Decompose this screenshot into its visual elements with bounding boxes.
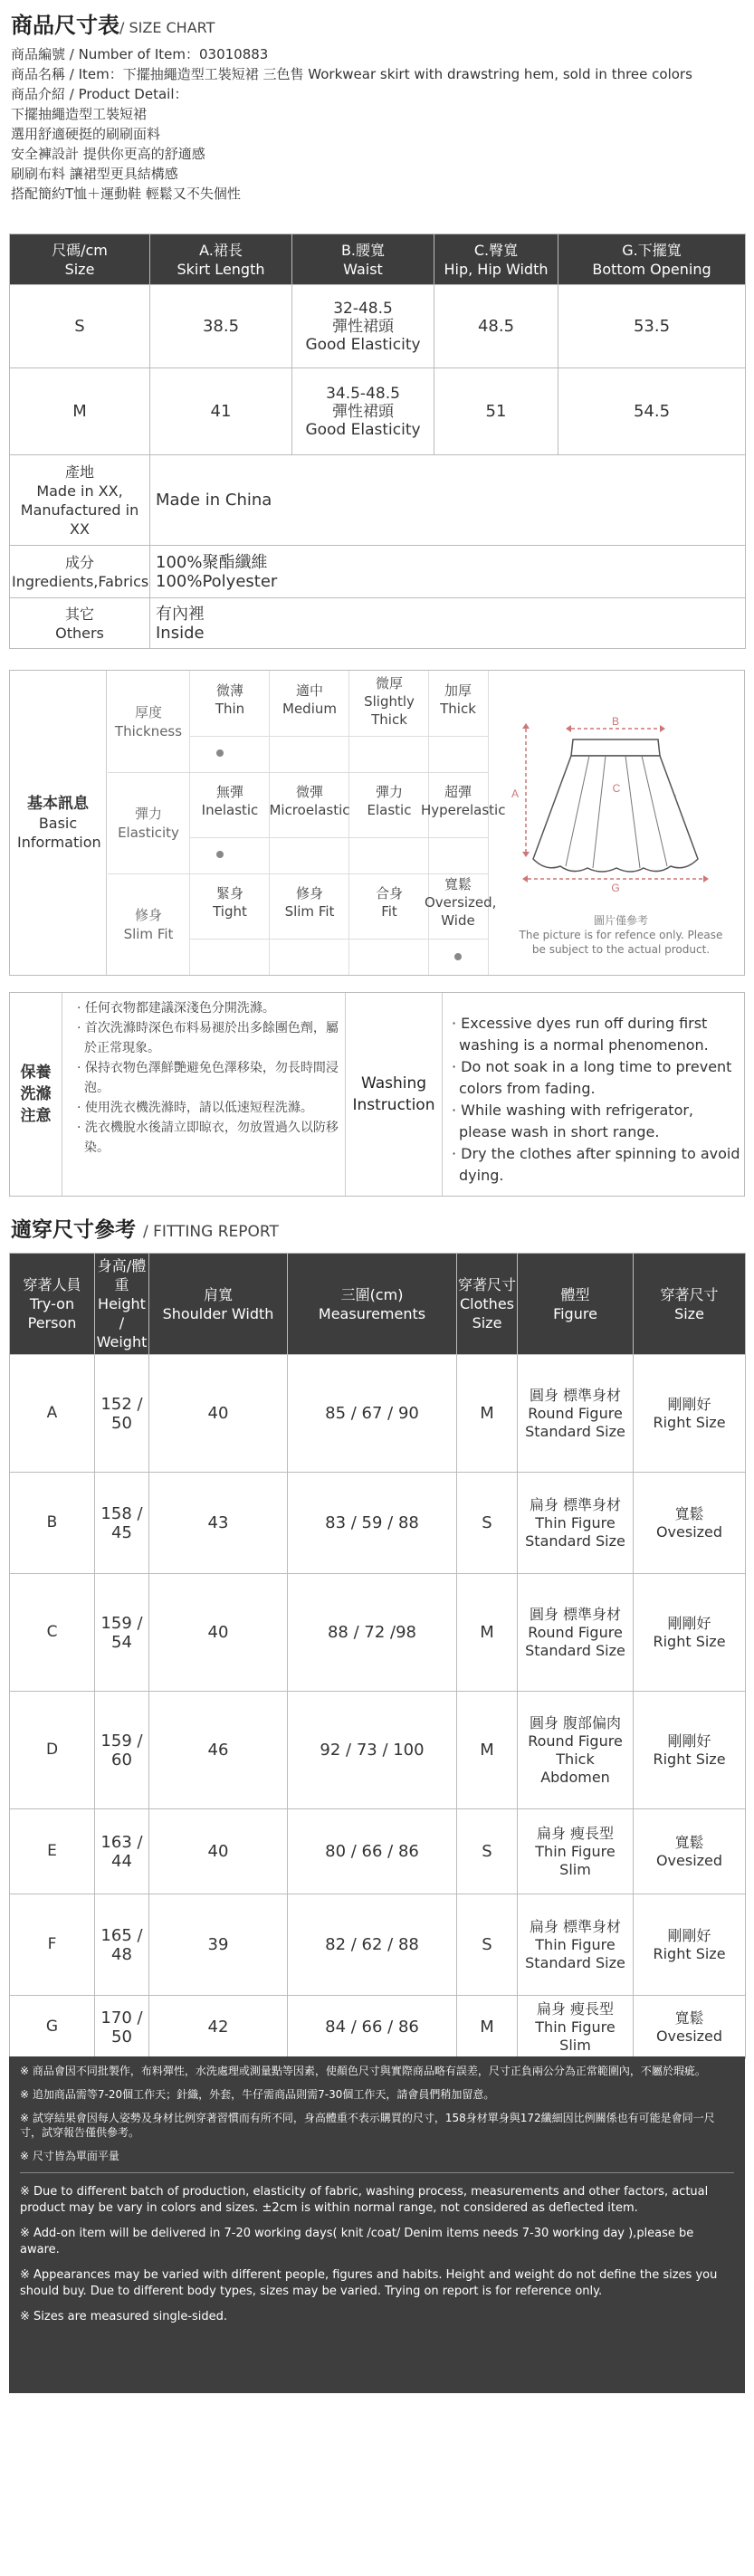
size-row-m: [10, 368, 746, 455]
washing-item-en: · While washing with refrigerator, please wash in short range.: [452, 1102, 694, 1140]
waist-value: 32-48.5 彈性裙頭 Good Elasticity: [292, 285, 434, 368]
figure: 扁身 標準身材 Thin Figure Standard Size: [518, 1473, 634, 1574]
measurements: 85 / 67 / 90: [288, 1355, 457, 1473]
others-label: 其它 Others: [10, 598, 150, 649]
table-row: [10, 1473, 746, 1574]
height-weight: 170 / 50: [95, 1996, 149, 2059]
basic-information-title: 基本訊息 Basic Information: [10, 671, 107, 975]
product-detail-line: 刷刷布料 讓裙型更具結構感: [11, 166, 178, 182]
hip-value: 51: [434, 368, 558, 455]
fit-result: 剛剛好 Right Size: [634, 1692, 746, 1809]
height-weight: 152 / 50: [95, 1355, 149, 1473]
item-name: 商品名稱 / Item：下擺抽繩造型工裝短裙 三色售 Workwear skirt with drawstring hem, sold in three colors: [11, 66, 692, 82]
fit-selected-dot: [454, 953, 462, 960]
table-row: [10, 1996, 746, 2059]
header-waist: B.腰寬 Waist: [292, 234, 434, 285]
fit-label: 修身 Slim Fit: [123, 907, 174, 942]
clothes-size: M: [457, 1574, 518, 1692]
measurements: 84 / 66 / 86: [288, 1996, 457, 2059]
basic-information-box: [9, 670, 745, 976]
try-on-person: F: [10, 1894, 95, 1996]
origin-label: 產地 Made in XX, Manufactured in XX: [10, 455, 150, 546]
others-row: [10, 598, 746, 649]
fit-result: 寬鬆 Ovesized: [634, 1996, 746, 2059]
item-number: 商品編號 / Number of Item：03010883: [11, 46, 269, 62]
fit-result: 剛剛好 Right Size: [634, 1894, 746, 1996]
height-weight: 158 / 45: [95, 1473, 149, 1574]
thickness-label: 厚度 Thickness: [114, 704, 183, 739]
try-on-person: A: [10, 1355, 95, 1473]
measurements: 80 / 66 / 86: [288, 1809, 457, 1894]
table-row: [10, 1692, 746, 1809]
try-on-person: D: [10, 1692, 95, 1809]
bottom-value: 54.5: [558, 368, 746, 455]
size-label: M: [10, 368, 150, 455]
picture-note: 圖片僅參考 The picture is for refence only. Please be subject to the actual product.: [519, 914, 723, 956]
washing-item-en: · Excessive dyes run off during first washing is a normal phenomenon.: [452, 1015, 709, 1054]
table-row: [10, 1809, 746, 1894]
origin-row: [10, 455, 746, 546]
clothes-size: S: [457, 1894, 518, 1996]
height-weight: 165 / 48: [95, 1894, 149, 1996]
washing-item-en: · Do not soak in a long time to prevent colors from fading.: [452, 1058, 732, 1097]
notes-box: [9, 2056, 745, 2393]
others-value: 有內裡 Inside: [150, 598, 746, 649]
note-en: ※ Sizes are measured single-sided.: [20, 2310, 228, 2323]
washing-list-en: [444, 1013, 743, 1187]
fit-option: 緊身 Tight: [213, 885, 247, 920]
washing-item-zh: · 洗衣機脫水後請立即晾衣，勿放置過久以防移染。: [77, 1121, 339, 1155]
clothes-size: M: [457, 1355, 518, 1473]
note-zh: ※ 商品會因不同批製作，布料彈性，水洗處理或測量點等因素，使顏色尺寸與實際商品略有誤差，尺寸正負兩公分為正常範圍內，不屬於瑕疵。: [20, 2065, 706, 2077]
header-hip: C.臀寬 Hip, Hip Width: [434, 234, 558, 285]
header-try-on-person: 穿著人員 Try-on Person: [10, 1254, 95, 1355]
fitting-report-table: [9, 1253, 746, 2059]
try-on-person: E: [10, 1809, 95, 1894]
shoulder-width: 42: [149, 1996, 288, 2059]
notes-divider: [20, 2172, 734, 2173]
measurements: 83 / 59 / 88: [288, 1473, 457, 1574]
note-zh: ※ 試穿結果會因每人姿勢及身材比例穿著習慣而有所不同，身高體重不表示購買的尺寸，158身材單身與172纖細因比例關係也有可能是會同一尺寸，試穿報告僅供參考。: [20, 2112, 715, 2139]
thickness-option: 微厚 Slightly Thick: [364, 675, 415, 728]
ingredients-label: 成分 Ingredients,Fabrics: [10, 546, 150, 598]
header-size: 穿著尺寸 Size: [634, 1254, 746, 1355]
washing-item-zh: · 任何衣物都建議深淺色分開洗滌。: [77, 1001, 275, 1016]
fit-result: 寬鬆 Ovesized: [634, 1473, 746, 1574]
fit-option: 寬鬆 Oversized, Wide: [425, 876, 497, 929]
elasticity-option: 超彈 Hyperelastic: [421, 784, 506, 818]
page-title-en: / SIZE CHART: [119, 19, 215, 36]
header-figure: 體型 Figure: [518, 1254, 634, 1355]
header-clothes-size: 穿著尺寸 Clothes Size: [457, 1254, 518, 1355]
note-en: ※ Due to different batch of production, elasticity of fabric, washing process, measurements and other factors, actual product may be vary in colors and sizes. ±2cm is within normal range, not considered as deflected item.: [20, 2185, 709, 2215]
size-chart-header: [11, 9, 744, 204]
fit-result: 剛剛好 Right Size: [634, 1355, 746, 1473]
figure: 圓身 腹部偏肉 Round Figure Thick Abdomen: [518, 1692, 634, 1809]
height-weight: 159 / 54: [95, 1574, 149, 1692]
measurements: 92 / 73 / 100: [288, 1692, 457, 1809]
elasticity-option: 微彈 Microelastic: [269, 784, 350, 818]
shoulder-width: 40: [149, 1809, 288, 1894]
size-label: S: [10, 285, 150, 368]
shoulder-width: 40: [149, 1574, 288, 1692]
elasticity-selected-dot: [216, 851, 224, 858]
shoulder-width: 40: [149, 1355, 288, 1473]
fit-result: 寬鬆 Ovesized: [634, 1809, 746, 1894]
fit-option: 修身 Slim Fit: [284, 885, 335, 920]
thickness-selected-dot: [216, 749, 224, 757]
header-shoulder-width: 肩寬 Shoulder Width: [149, 1254, 288, 1355]
size-table-header: [10, 234, 746, 285]
product-detail-line: 選用舒適硬挺的刷刷面料: [11, 126, 161, 142]
clothes-size: S: [457, 1473, 518, 1574]
measurements: 82 / 62 / 88: [288, 1894, 457, 1996]
table-row: [10, 1355, 746, 1473]
label-c: C: [612, 782, 621, 795]
elasticity-option: 無彈 Inelastic: [201, 784, 259, 818]
product-detail-line: 下擺抽繩造型工裝短裙: [11, 106, 148, 122]
label-b: B: [611, 715, 620, 728]
measurements: 88 / 72 /98: [288, 1574, 457, 1692]
washing-title-zh: 保養洗滌注意: [10, 993, 62, 1196]
washing-instruction-box: [9, 992, 745, 1197]
product-detail-line: 搭配簡約T恤＋運動鞋 輕鬆又不失個性: [11, 186, 241, 202]
try-on-person: C: [10, 1574, 95, 1692]
figure: 圓身 標準身材 Round Figure Standard Size: [518, 1574, 634, 1692]
note-en: ※ Add-on item will be delivered in 7-20 working days( knit /coat/ Denim items needs 7-30 working day ),please be aware.: [20, 2227, 694, 2256]
ingredients-value: 100%聚酯纖維 100%Polyester: [150, 546, 746, 598]
washing-list-zh: [70, 998, 341, 1158]
note-zh: ※ 尺寸皆為單面平量: [20, 2150, 119, 2162]
note-en: ※ Appearances may be varied with different people, figures and habits. Height and weight do not define the sizes you should buy. Due to different body types, sizes may be varied. Trying on report is for reference only.: [20, 2268, 718, 2298]
skirt-diagram: [499, 698, 730, 915]
shoulder-width: 39: [149, 1894, 288, 1996]
washing-item-zh: · 保持衣物色澤鮮艷避免色澤移染，勿長時間浸泡。: [77, 1061, 339, 1095]
note-zh: ※ 追加商品需等7-20個工作天；針織，外套，牛仔需商品則需7-30個工作天，請會員們稍加留意。: [20, 2088, 495, 2101]
washing-item-zh: · 首次洗滌時深色布料易褪於出多餘團色劑，屬於正常現象。: [77, 1021, 339, 1055]
product-detail-label: 商品介紹 / Product Detail：: [11, 86, 188, 102]
size-table: [9, 234, 746, 649]
table-row: [10, 1894, 746, 1996]
size-row-s: [10, 285, 746, 368]
shoulder-width: 43: [149, 1473, 288, 1574]
fit-option: 合身 Fit: [375, 885, 403, 920]
skirt-length-value: 38.5: [150, 285, 292, 368]
thickness-option: 微薄 Thin: [215, 682, 245, 717]
table-row: [10, 1574, 746, 1692]
clothes-size: M: [457, 1996, 518, 2059]
origin-value: Made in China: [150, 455, 746, 546]
fitting-header: [10, 1254, 746, 1355]
elasticity-label: 彈力 Elasticity: [118, 806, 179, 841]
bottom-value: 53.5: [558, 285, 746, 368]
washing-title-en: Washing Instruction: [345, 993, 443, 1196]
elasticity-option: 彈力 Elastic: [367, 784, 412, 818]
header-bottom-opening: G.下擺寬 Bottom Opening: [558, 234, 746, 285]
ingredients-row: [10, 546, 746, 598]
try-on-person: B: [10, 1473, 95, 1574]
fit-result: 剛剛好 Right Size: [634, 1574, 746, 1692]
hip-value: 48.5: [434, 285, 558, 368]
figure: 扁身 瘦長型 Thin Figure Slim: [518, 1996, 634, 2059]
height-weight: 163 / 44: [95, 1809, 149, 1894]
figure: 扁身 標準身材 Thin Figure Standard Size: [518, 1894, 634, 1996]
header-size: 尺碼/cm Size: [10, 234, 150, 285]
figure: 圓身 標準身材 Round Figure Standard Size: [518, 1355, 634, 1473]
clothes-size: S: [457, 1809, 518, 1894]
notes-zh: [20, 2064, 734, 2163]
header-skirt-length: A.裙長 Skirt Length: [150, 234, 292, 285]
figure: 扁身 瘦長型 Thin Figure Slim: [518, 1809, 634, 1894]
thickness-option: 適中 Medium: [282, 682, 337, 717]
label-a: A: [511, 787, 520, 800]
try-on-person: G: [10, 1996, 95, 2059]
header-measurements: 三圍(cm) Measurements: [288, 1254, 457, 1355]
notes-en: [20, 2184, 734, 2325]
skirt-length-value: 41: [150, 368, 292, 455]
thickness-option: 加厚 Thick: [440, 682, 476, 717]
washing-item-zh: · 使用洗衣機洗滌時，請以低速短程洗滌。: [77, 1101, 313, 1115]
fitting-report-title: 適穿尺寸參考 / FITTING REPORT: [11, 1218, 279, 1242]
shoulder-width: 46: [149, 1692, 288, 1809]
page-title: 商品尺寸表/ SIZE CHART: [11, 13, 215, 38]
clothes-size: M: [457, 1692, 518, 1809]
label-g: G: [611, 882, 620, 894]
waist-value: 34.5-48.5 彈性裙頭 Good Elasticity: [292, 368, 434, 455]
washing-item-en: · Dry the clothes after spinning to avoid dying.: [452, 1145, 740, 1184]
height-weight: 159 / 60: [95, 1692, 149, 1809]
product-detail-line: 安全褲設計 提供你更高的舒適感: [11, 146, 205, 162]
header-height-weight: 身高/體重 Height / Weight: [95, 1254, 149, 1355]
